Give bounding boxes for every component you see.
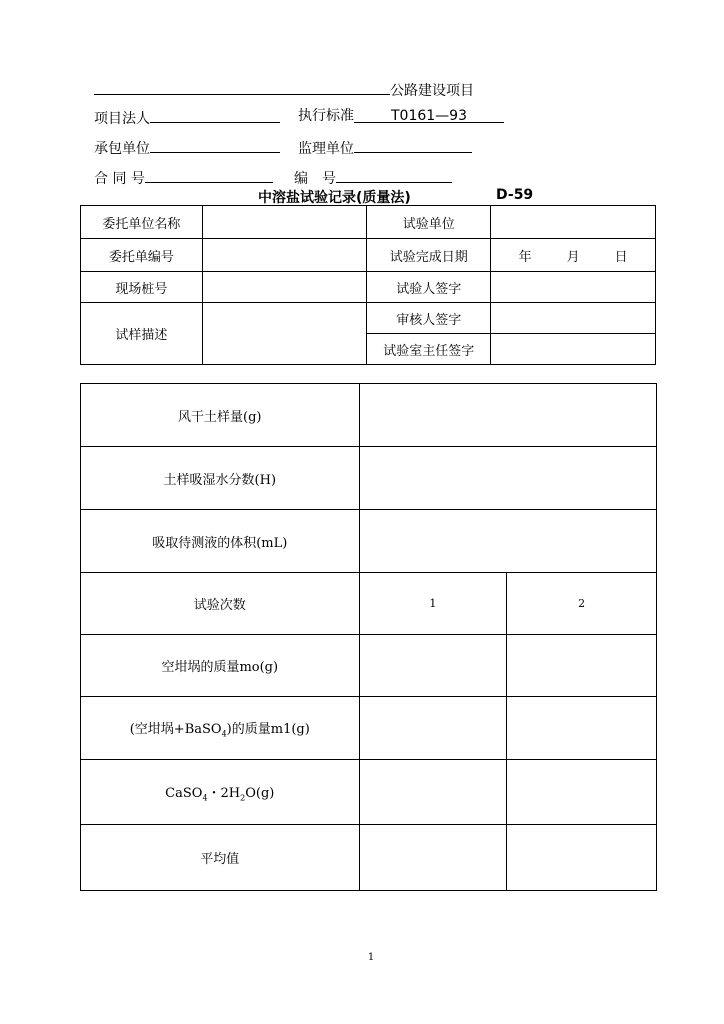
air-dry-mass-cell <box>359 384 656 447</box>
owner-blank <box>150 106 280 123</box>
form-title: 中溶盐试验记录(质量法) <box>258 190 411 206</box>
trial-count-label: 试验次数 <box>81 573 360 635</box>
number-blank <box>336 166 452 183</box>
volume-cell <box>359 510 656 573</box>
reviewer-sign-label: 审核人签字 <box>367 303 491 334</box>
order-number-label: 委托单编号 <box>81 239 203 272</box>
owner-line <box>94 106 280 126</box>
moisture-label: 土样吸湿水分数(H) <box>81 447 360 510</box>
air-dry-mass-label: 风干土样量(g) <box>81 384 360 447</box>
director-sign-label: 试验室主任签字 <box>367 334 491 365</box>
sample-desc-cell <box>202 303 367 365</box>
tester-sign-cell <box>491 272 656 303</box>
project-suffix: 公路建设项目 <box>390 83 474 99</box>
project-blank <box>94 78 390 95</box>
volume-label: 吸取待测液的体积(mL) <box>81 510 360 573</box>
client-name-label: 委托单位名称 <box>81 206 203 239</box>
crucible-mass-label: 空坩埚的质量mo(g) <box>81 635 360 697</box>
client-name-cell <box>202 206 367 239</box>
owner-label: 项目法人 <box>94 111 150 127</box>
project-line <box>94 78 474 98</box>
contract-line <box>94 166 273 186</box>
reviewer-sign-cell <box>491 303 656 334</box>
contractor-line <box>94 136 280 156</box>
test-unit-cell <box>491 206 656 239</box>
average-2 <box>507 825 657 891</box>
form-code: D-59 <box>496 187 534 203</box>
supervisor-label: 监理单位 <box>298 141 354 157</box>
crucible-baso4-1 <box>359 697 507 760</box>
trial-1: 1 <box>359 573 507 635</box>
crucible-mass-2 <box>507 635 657 697</box>
standard-label: 执行标准 <box>298 108 354 124</box>
completion-date-label: 试验完成日期 <box>367 239 491 272</box>
crucible-baso4-2 <box>507 697 657 760</box>
order-number-cell <box>202 239 367 272</box>
tester-sign-label: 试验人签字 <box>367 272 491 303</box>
crucible-baso4-label: (空坩埚+BaSO$_4$)的质量m1(g) <box>81 697 360 760</box>
contract-blank <box>145 166 273 183</box>
supervisor-line <box>298 136 472 156</box>
test-unit-label: 试验单位 <box>367 206 491 239</box>
standard-line <box>298 106 504 126</box>
director-sign-cell <box>491 334 656 365</box>
average-1 <box>359 825 507 891</box>
supervisor-blank <box>354 136 472 153</box>
caso4-2 <box>507 760 657 825</box>
average-label: 平均值 <box>81 825 360 891</box>
sample-desc-label: 试样描述 <box>81 303 203 365</box>
page-number: 1 <box>367 952 375 963</box>
standard-value: T0161—93 <box>354 106 504 123</box>
trial-2: 2 <box>507 573 657 635</box>
data-table <box>80 383 657 891</box>
contract-label: 合 同 号 <box>94 171 145 187</box>
contractor-label: 承包单位 <box>94 141 150 157</box>
crucible-mass-1 <box>359 635 507 697</box>
caso4-1 <box>359 760 507 825</box>
caso4-label: CaSO$_4$・$2H_2O(g)$ <box>81 760 360 825</box>
contractor-blank <box>150 136 280 153</box>
completion-date-cell: 年 月 日 <box>491 239 656 272</box>
info-table <box>80 205 656 365</box>
moisture-cell <box>359 447 656 510</box>
number-line <box>294 166 452 186</box>
number-label: 编 号 <box>294 171 336 187</box>
station-label: 现场桩号 <box>81 272 203 303</box>
station-cell <box>202 272 367 303</box>
